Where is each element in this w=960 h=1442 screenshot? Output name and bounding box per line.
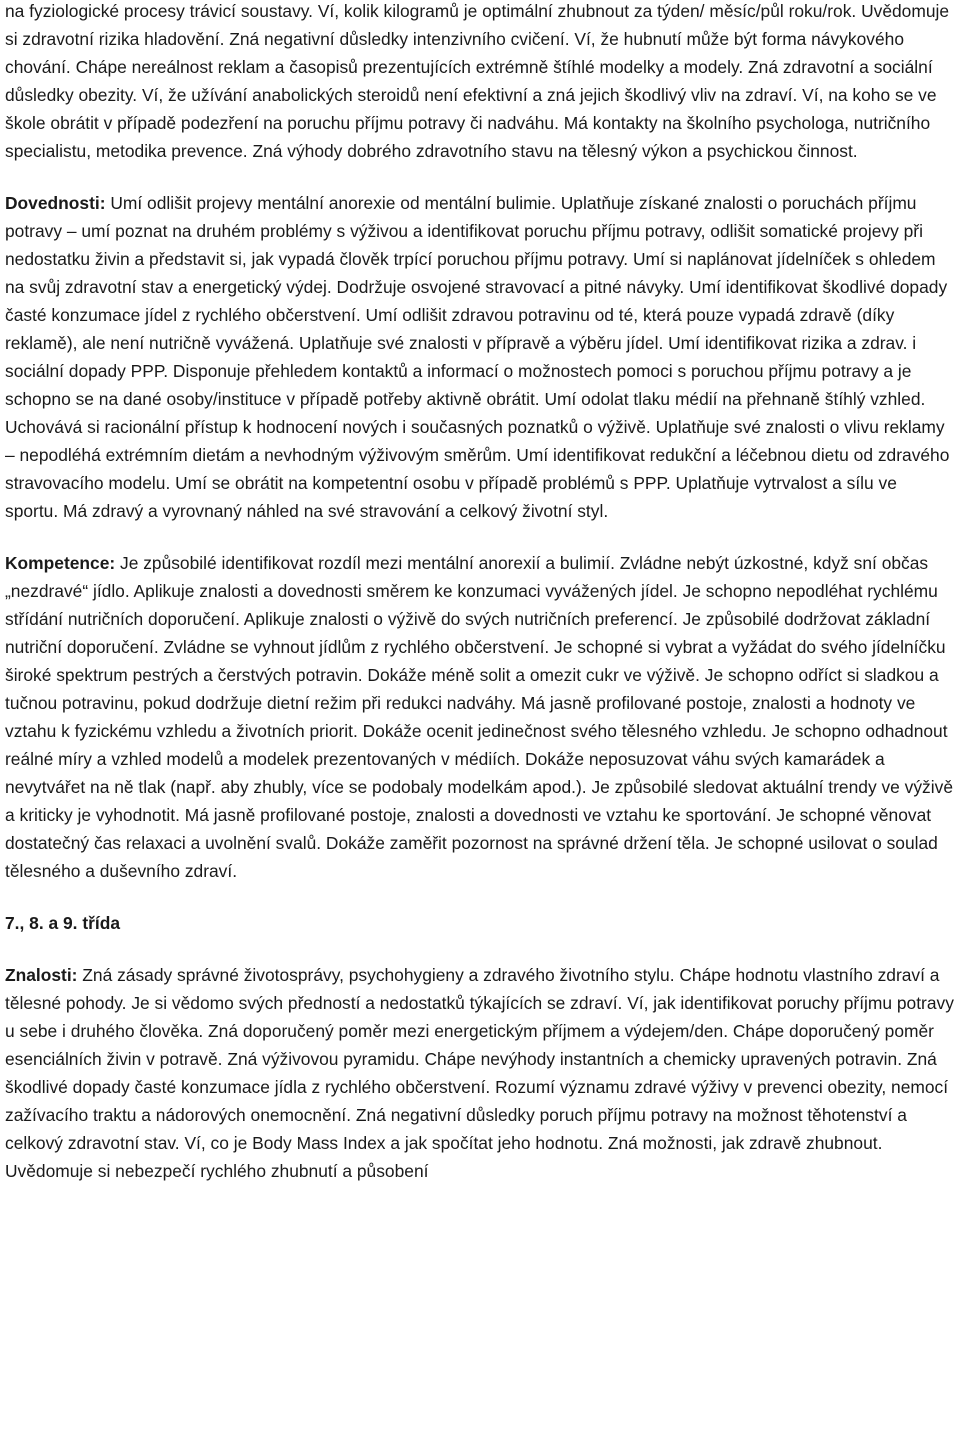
knowledge-label: Znalosti: <box>5 965 78 985</box>
intro-paragraph: na fyziologické procesy trávicí soustavy. Ví, kolik kilogramů je optimální zhubnout za týden/ měsíc/půl roku/rok. Uvědomuje si zdravotní rizika hladovění. Zná negativní důsledky intenzivního cvičení. Ví, že hubnutí může být forma návykového chování. Chápe nereálnost reklam a časopisů prezentujících extrémně štíhlé modelky a modely. Zná zdravotní a sociální důsledky obezity. Ví, že užívání anabolických steroidů není efektivní a zná jejich škodlivý vliv na zdraví. Ví, na koho se ve škole obrátit v případě podezření na poruchu příjmu potravy či nadváhu. Má kontakty na školního psychologa, nutričního specialistu, metodika prevence. Zná výhody dobrého zdravotního stavu na tělesný výkon a psychickou činnost. <box>5 1 950 161</box>
knowledge-paragraph <box>5 961 954 1185</box>
competences-text: Je způsobilé identifikovat rozdíl mezi mentální anorexií a bulimií. Zvládne nebýt úzkostné, když sní občas „nezdravé“ jídlo. Aplikuje znalosti a dovednosti směrem ke konzumaci vyvážených jídel. Je schopno nepodléhat rychlému střídání nutričních doporučení. Aplikuje znalosti o výživě do svých nutričních preferencí. Je způsobilé dodržovat základní nutriční doporučení. Zvládne se vyhnout jídlům z rychlého občerstvení. Je schopné si vybrat a vyžádat do svého jídelníčku široké spektrum pestrých a čerstvých potravin. Dokáže méně solit a omezit cukr ve výživě. Je schopno odříct si sladkou a tučnou potravinu, pokud dodržuje dietní režim při redukci nadváhy. Má jasně profilované postoje, znalosti a hodnoty ve vztahu k fyzickému vzhledu a životních priorit. Dokáže ocenit jedinečnost svého tělesného vzhledu. Je schopno odhadnout reálné míry a vzhled modelů a modelek prezentovaných v médiích. Dokáže neposuzovat váhu svých kamarádek a nevytvářet na ně tlak (např. aby zhubly, více se podobaly modelkám apod.). Je způsobilé sledovat aktuální trendy ve výživě a kriticky je vyhodnotit. Má jasně profilované postoje, znalosti a dovednosti ve vztahu ke sportování. Je schopné věnovat dostatečný čas relaxaci a uvolnění svalů. Dokáže zaměřit pozornost na správné držení těla. Je schopné usilovat o soulad tělesného a duševního zdraví. <box>5 553 953 881</box>
skills-label: Dovednosti: <box>5 193 106 213</box>
skills-text: Umí odlišit projevy mentální anorexie od mentální bulimie. Uplatňuje získané znalosti o poruchách příjmu potravy – umí poznat na druhém problémy s výživou a identifikovat poruchu příjmu potravy, odlišit somatické projevy při nedostatku živin a představit si, jak vypadá člověk trpící poruchou příjmu potravy. Umí si naplánovat jídelníček s ohledem na svůj zdravotní stav a energetický výdej. Dodržuje osvojené stravovací a pitné návyky. Umí identifikovat škodlivé dopady časté konzumace jídel z rychlého občerstvení. Umí odlišit zdravou potravinu od té, která pouze vypadá zdravě (díky reklamě), ale není nutričně vyvážená. Uplatňuje své znalosti v přípravě a výběru jídel. Umí identifikovat rizika a zdrav. i sociální dopady PPP. Disponuje přehledem kontaktů a informací o možnostech pomoci s poruchou příjmu potravy a je schopno se na dané osoby/instituce v případě potřeby aktivně obrátit. Umí odolat tlaku médií na přehnaně štíhlý vzhled. Uchovává si racionální přístup k hodnocení nových i současných poznatků o výživě. Uplatňuje své znalosti o vlivu reklamy – nepodléhá extrémním dietám a nevhodným výživovým směrům. Umí identifikovat redukční a léčebnou dietu od zdravého stravovacího modelu. Umí se obrátit na kompetentní osobu v případě problémů s PPP. Uplatňuje vytrvalost a sílu ve sportu. Má zdravý a vyrovnaný náhled na své stravování a celkový životní styl. <box>5 193 950 521</box>
knowledge-text: Zná zásady správné životosprávy, psychohygieny a zdravého životního stylu. Chápe hodnotu vlastního zdraví a tělesné pohody. Je si vědomo svých předností a nedostatků týkajících se zdraví. Ví, jak identifikovat poruchy příjmu potravy u sebe i druhého člověka. Zná doporučený poměr mezi energetickým příjmem a výdejem/den. Chápe doporučený poměr esenciálních živin v potravě. Zná výživovou pyramidu. Chápe nevýhody instantních a chemicky upravených potravin. Zná škodlivé dopady časté konzumace jídla z rychlého občerstvení. Rozumí významu zdravé výživy v prevenci obezity, nemocí zažívacího traktu a nádorových onemocnění. Zná negativní důsledky poruch příjmu potravy na možnost těhotenství a celkový zdravotní stav. Ví, co je Body Mass Index a jak spočítat jeho hodnotu. Zná možnosti, jak zdravě zhubnout. Uvědomuje si nebezpečí rychlého zhubnutí a působení <box>5 965 954 1181</box>
grade-heading: 7., 8. a 9. třída <box>5 913 121 933</box>
competences-label: Kompetence: <box>5 553 116 573</box>
skills-paragraph <box>5 189 954 525</box>
competences-paragraph <box>5 549 954 885</box>
